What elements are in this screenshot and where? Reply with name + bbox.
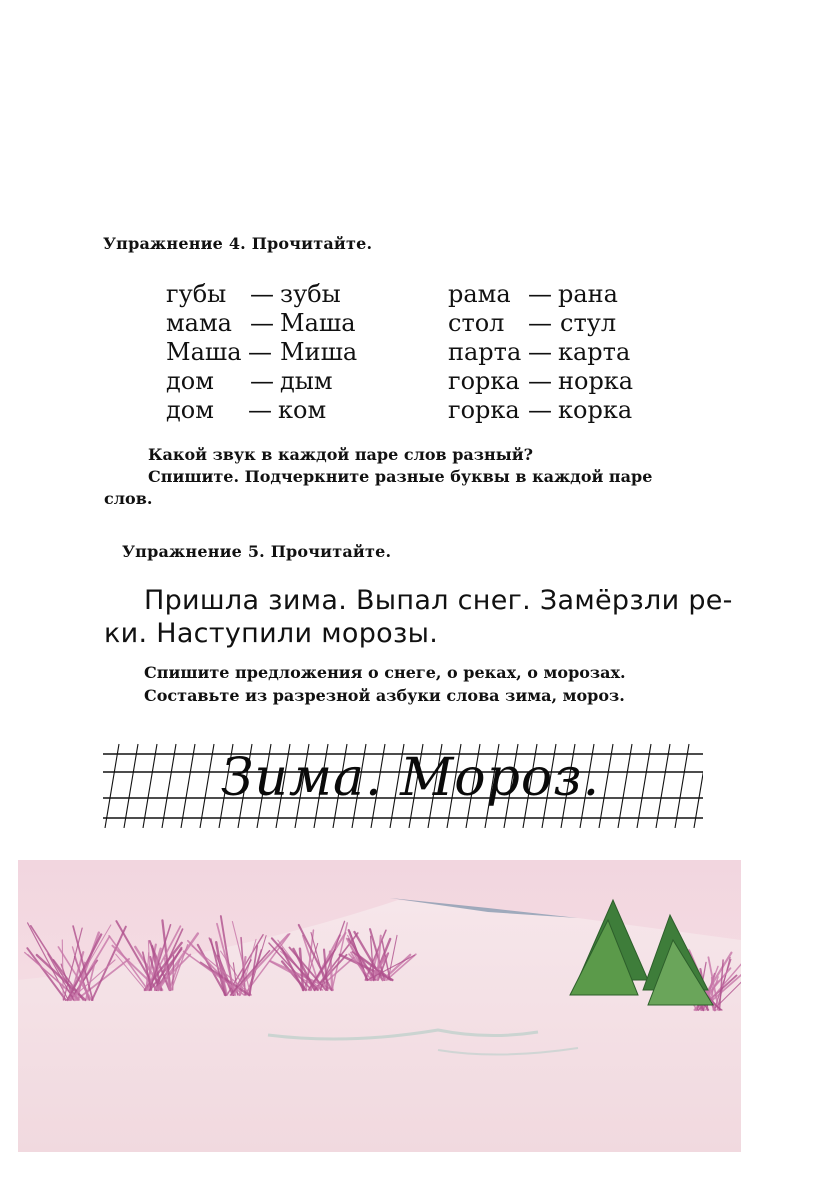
word: горка [448, 367, 520, 395]
exercise-4-question: Какой звук в каждой паре слов разный? [148, 445, 533, 464]
copybook-slant-line [637, 744, 651, 828]
word-pair [448, 396, 678, 425]
word-pair [448, 367, 678, 396]
copybook-slant-line [694, 744, 703, 828]
word: Маша [166, 338, 242, 366]
word: стул [560, 309, 617, 337]
word: стол [448, 309, 505, 337]
dash: — [528, 309, 552, 337]
dash: — [528, 338, 552, 366]
copybook-slant-line [656, 744, 670, 828]
word: зубы [280, 280, 341, 308]
winter-landscape-illustration [18, 860, 741, 1152]
word-pair [166, 367, 396, 396]
exercise-4-title: Упражнение 4. Прочитайте. [103, 234, 373, 253]
word: карта [558, 338, 631, 366]
word: дым [280, 367, 333, 395]
word-pairs-left [166, 280, 396, 425]
dash: — [248, 396, 272, 424]
word: парта [448, 338, 522, 366]
word: губы [166, 280, 227, 308]
word: дом [166, 396, 214, 424]
word: рама [448, 280, 511, 308]
exercise-5-task-2 [144, 685, 625, 707]
dash: — [250, 367, 274, 395]
word-pairs-right [448, 280, 678, 425]
copybook-slant-line [124, 744, 138, 828]
copybook-slant-line [618, 744, 632, 828]
winter-scene-svg [18, 860, 741, 1152]
dash: — [250, 309, 274, 337]
dash: — [250, 280, 274, 308]
reading-text-line-1: Пришла зима. Выпал снег. Замёрзли ре- [144, 585, 733, 616]
word: дом [166, 367, 214, 395]
word: рана [558, 280, 618, 308]
reading-text-line-2: ки. Наступили морозы. [104, 618, 439, 649]
exercise-4-instruction-end: слов. [104, 489, 153, 508]
word: корка [558, 396, 633, 424]
copybook-slant-line [162, 744, 176, 828]
word: норка [558, 367, 634, 395]
exercise-5-task-1: Спишите предложения о снеге, о реках, о морозах. [144, 663, 626, 682]
task-words: зима, мороз. [505, 686, 625, 705]
word-pair [166, 396, 396, 425]
exercise-4-instruction: Спишите. Подчеркните разные буквы в каждой паре [148, 467, 653, 486]
copybook-slant-line [200, 744, 214, 828]
dash: — [248, 338, 272, 366]
word-pair [166, 338, 396, 367]
task-text: Составьте из разрезной азбуки слова [144, 686, 506, 705]
word: Миша [280, 338, 358, 366]
copybook-slant-line [599, 744, 613, 828]
word-pair [166, 309, 396, 338]
word-pair [448, 338, 678, 367]
handwritten-sample: Зима. Мороз. [221, 748, 601, 808]
copybook-slant-line [181, 744, 195, 828]
copybook-slant-line [105, 744, 119, 828]
dash: — [528, 396, 552, 424]
copybook-slant-line [675, 744, 689, 828]
word: Маша [280, 309, 356, 337]
word: горка [448, 396, 520, 424]
exercise-5-title: Упражнение 5. Прочитайте. [122, 542, 392, 561]
copybook-slant-line [143, 744, 157, 828]
word: ком [278, 396, 327, 424]
word-pair [448, 280, 678, 309]
copybook-lines [103, 742, 703, 828]
dash: — [528, 280, 552, 308]
dash: — [528, 367, 552, 395]
word: мама [166, 309, 232, 337]
word-pair [448, 309, 678, 338]
word-pair [166, 280, 396, 309]
